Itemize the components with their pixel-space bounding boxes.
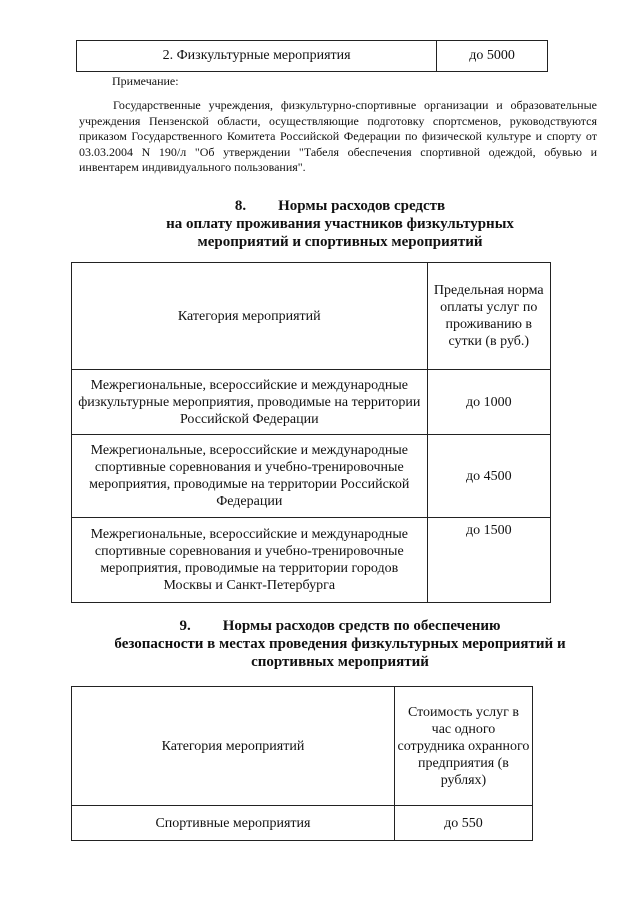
section9-title-line2: безопасности в местах проведения физкультурных мероприятий и [114,636,566,652]
top-table-label: 2. Физкультурные мероприятия [77,41,437,72]
section8-row2-category: Межрегиональные, всероссийские и международные спортивные соревнования и учебно-тренировочные мероприятия, проводимые на территории Российской Федерации [72,435,428,518]
section8-row3-value: до 1500 [427,518,550,603]
section8-heading-line1 [60,197,620,215]
table-header-row [72,687,533,806]
section8-row3-category: Межрегиональные, всероссийские и международные спортивные соревнования и учебно-тренировочные мероприятия, проводимые на территории городов Москвы и Санкт-Петербурга [72,518,428,603]
section9-heading [60,617,620,671]
section8-header-value: Предельная норма оплаты услуг по проживанию в сутки (в руб.) [427,263,550,370]
section8-row1-category: Межрегиональные, всероссийские и международные физкультурные мероприятия, проводимые на территории Российской Федерации [72,370,428,435]
section9-header-value: Стоимость услуг в час одного сотрудника охранного предприятия (в рублях) [394,687,532,806]
section9-title-line3: спортивных мероприятий [251,654,429,670]
section9-heading-line1 [60,617,620,635]
section9-row1-category: Спортивные мероприятия [72,806,395,841]
section9-table [71,686,533,841]
table-row [77,41,548,72]
note-text: Государственные учреждения, физкультурно-спортивные организации и образовательные учреждения Пензенской области, осуществляющие подготовку спортсменов, руководствуются приказом Государственного Комитета Российской Федерации по физической культуре и спорту от 03.03.2004 N 190/л "Об утверждении "Табеля обеспечения спортивной одеждой, обувью и инвентарем индивидуального пользования". [79,98,597,174]
section8-row1-value: до 1000 [427,370,550,435]
table-row [72,518,551,603]
top-table-value: до 5000 [437,41,548,72]
section9-number: 9. [179,618,191,634]
section8-table [71,262,551,603]
section8-header-category: Категория мероприятий [72,263,428,370]
section8-title-line3: мероприятий и спортивных мероприятий [197,234,483,250]
section8-title-line1: Нормы расходов средств [278,198,446,214]
section8-title-line2: на оплату проживания участников физкультурных [166,216,514,232]
section8-row2-value: до 4500 [427,435,550,518]
table-header-row [72,263,551,370]
section8-heading [60,197,620,251]
section9-title-line1: Нормы расходов средств по обеспечению [222,618,501,634]
section9-row1-value: до 550 [394,806,532,841]
note-title: Примечание: [112,74,179,88]
section9-header-category: Категория мероприятий [72,687,395,806]
section8-number: 8. [234,198,247,214]
table-row [72,370,551,435]
top-table [76,40,548,72]
table-row [72,806,533,841]
table-row [72,435,551,518]
